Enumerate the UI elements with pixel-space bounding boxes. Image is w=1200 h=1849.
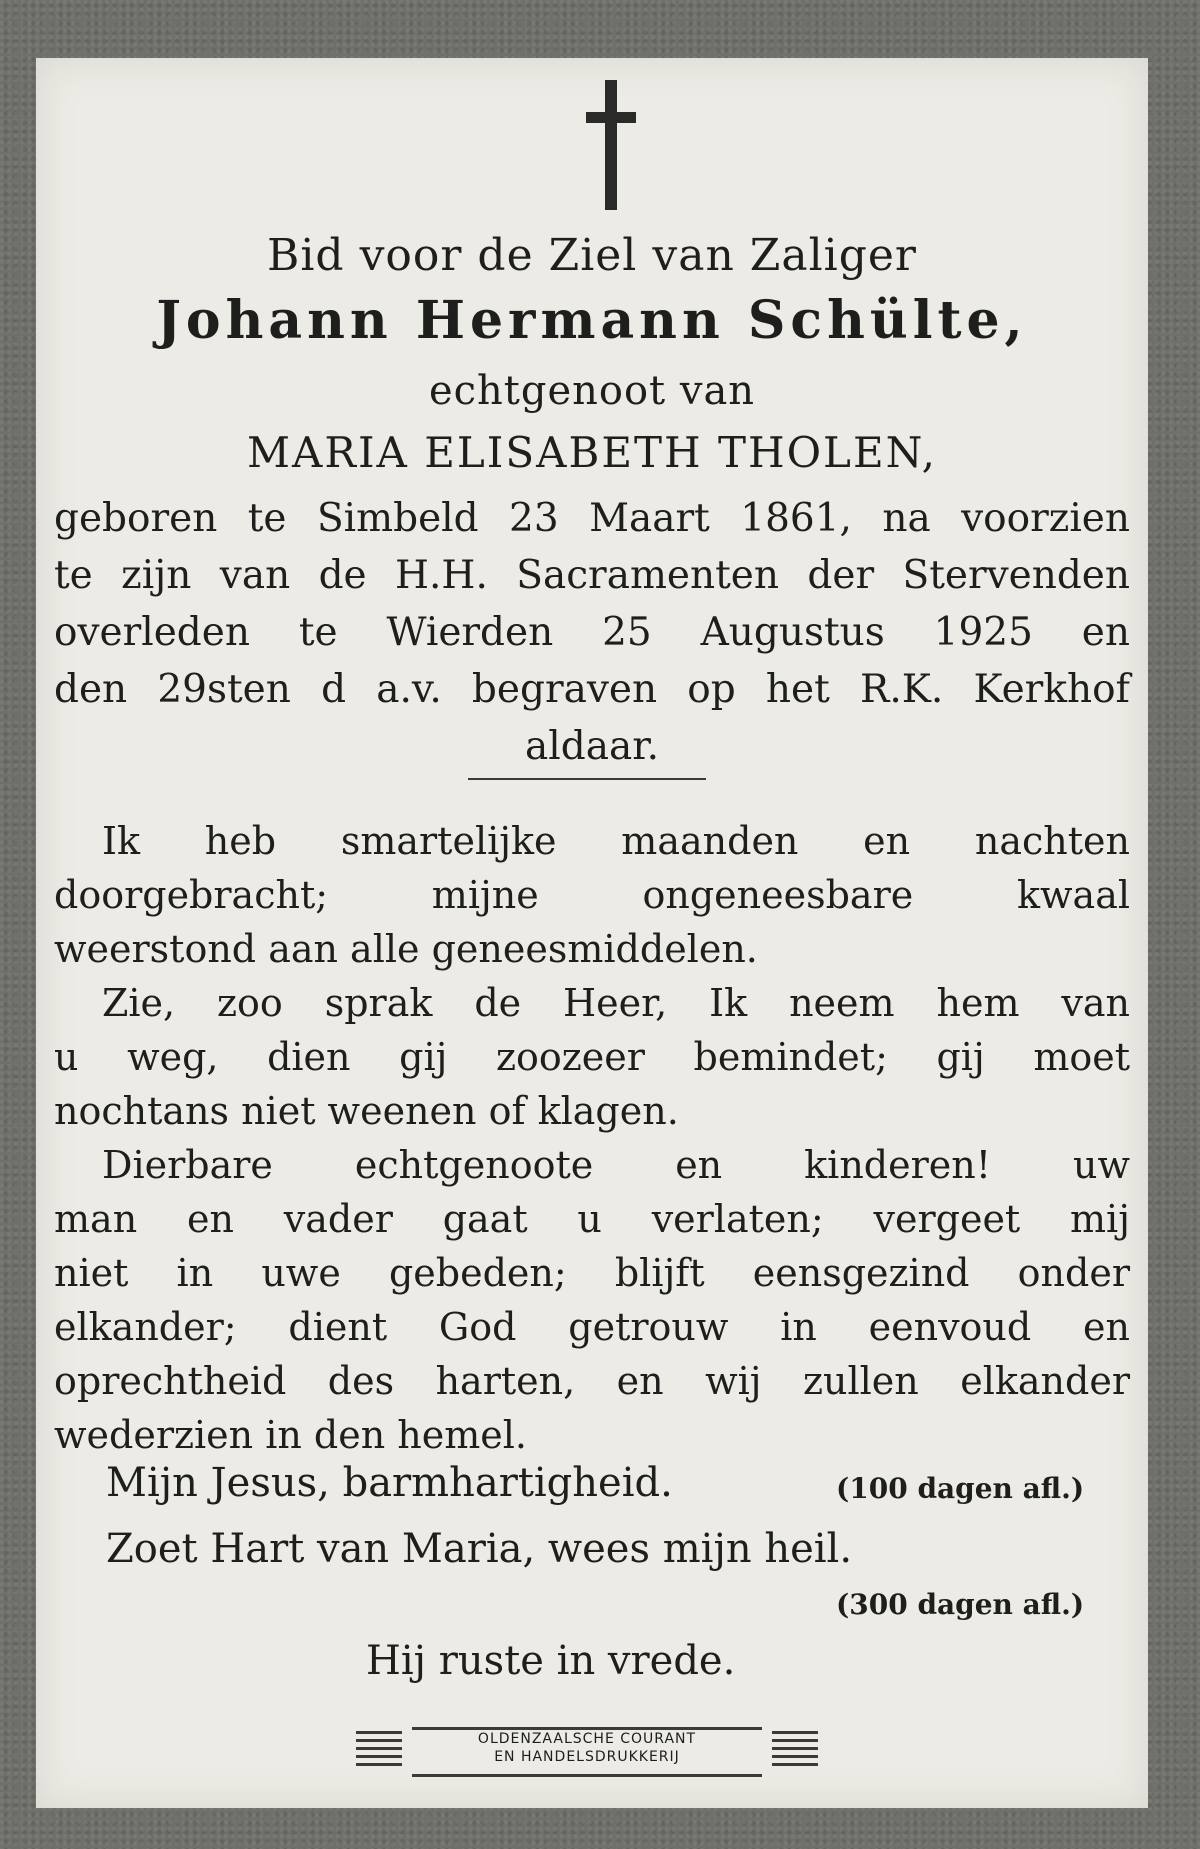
prayer-request: Bid voor de Ziel van Zaliger bbox=[267, 230, 917, 281]
biography bbox=[54, 490, 1130, 775]
spouse-intro: echtgenoot van bbox=[428, 368, 756, 414]
bio-line: den 29sten d a.v. begraven op het R.K. Kerkhof bbox=[54, 667, 1130, 712]
cross-icon bbox=[586, 80, 636, 210]
deceased-name: Johann Hermann Schülte, bbox=[156, 290, 1028, 351]
indulgence: (300 dagen afl.) bbox=[836, 1588, 1085, 1621]
printer-mark bbox=[356, 1723, 826, 1779]
bio-line: te zijn van de H.H. Sacramenten der Stervenden bbox=[54, 553, 1130, 598]
text-line: man en vader gaat u verlaten; vergeet mij bbox=[54, 1197, 1130, 1241]
paragraph bbox=[54, 1138, 1130, 1462]
prayer-line: Mijn Jesus, barmhartigheid. bbox=[106, 1460, 673, 1506]
text-line: oprechtheid des harten, en wij zullen elkander bbox=[54, 1359, 1130, 1403]
paragraph bbox=[54, 976, 1130, 1138]
bio-line: aldaar. bbox=[525, 724, 659, 769]
text-line: Ik heb smartelijke maanden en nachten bbox=[102, 819, 1130, 863]
spouse-name: MARIA ELISABETH THOLEN, bbox=[246, 428, 938, 477]
text-line: Zie, zoo sprak de Heer, Ik neem hem van bbox=[102, 981, 1130, 1025]
paragraph bbox=[54, 814, 1130, 976]
text-line: weerstond aan alle geneesmiddelen. bbox=[54, 927, 758, 971]
text-line: u weg, dien gij zoozeer bemindet; gij moet bbox=[54, 1035, 1130, 1079]
prayer-line: Zoet Hart van Maria, wees mijn heil. bbox=[106, 1526, 853, 1572]
text-line: wederzien in den hemel. bbox=[54, 1413, 527, 1457]
text-line: doorgebracht; mijne ongeneesbare kwaal bbox=[54, 873, 1130, 917]
closing-line: Hij ruste in vrede. bbox=[366, 1638, 736, 1684]
divider bbox=[468, 778, 706, 780]
bio-line: geboren te Simbeld 23 Maart 1861, na voorzien bbox=[54, 496, 1130, 541]
text-line: elkander; dient God getrouw in eenvoud en bbox=[54, 1305, 1130, 1349]
text-line: nochtans niet weenen of klagen. bbox=[54, 1089, 679, 1133]
text-line: niet in uwe gebeden; blijft eensgezind onder bbox=[54, 1251, 1130, 1295]
indulgence: (100 dagen afl.) bbox=[836, 1472, 1085, 1505]
bio-line: overleden te Wierden 25 Augustus 1925 en bbox=[54, 610, 1130, 655]
text-line: Dierbare echtgenoote en kinderen! uw bbox=[102, 1143, 1130, 1187]
memorial-card bbox=[36, 58, 1148, 1808]
printer-label: OLDENZAALSCHE COURANT EN HANDELSDRUKKERIJ bbox=[412, 1727, 762, 1777]
